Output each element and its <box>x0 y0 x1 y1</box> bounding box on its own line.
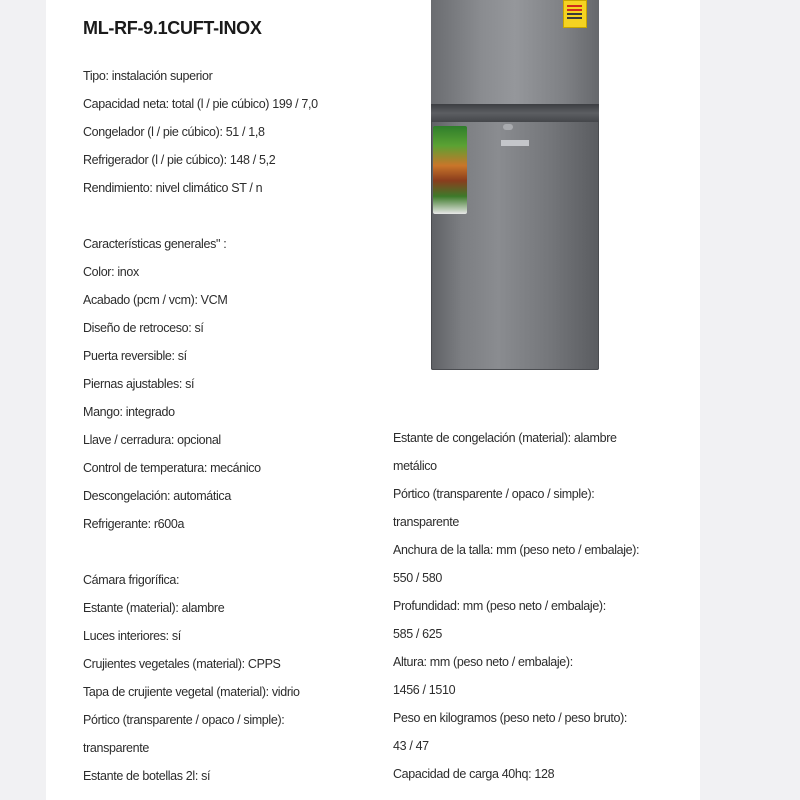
door-gap <box>431 104 599 122</box>
spec-line: Puerta reversible: sí <box>83 349 187 363</box>
spec-line: Diseño de retroceso: sí <box>83 321 204 335</box>
spec-line: Mango: integrado <box>83 405 175 419</box>
promo-sticker-icon <box>433 126 467 214</box>
spec-line: Luces interiores: sí <box>83 629 181 643</box>
spacer <box>83 538 383 566</box>
spec-line: Estante de botellas 2l: sí <box>83 769 211 783</box>
energy-label-icon <box>563 0 587 28</box>
spec-line: Capacidad de carga 40hq: 128 <box>393 767 555 781</box>
spec-line: Profundidad: mm (peso neto / embalaje): <box>393 599 606 613</box>
spec-line: Altura: mm (peso neto / embalaje): <box>393 655 573 669</box>
spec-line: Color: inox <box>83 265 139 279</box>
spec-line: 1456 / 1510 <box>393 683 456 697</box>
spec-line: 585 / 625 <box>393 627 442 641</box>
spec-line: Refrigerante: r600a <box>83 517 185 531</box>
badge-icon <box>501 140 529 146</box>
spec-line: Capacidad neta: total (l / pie cúbico) 199 / 7,0 <box>83 97 318 111</box>
spec-line: Rendimiento: nivel climático ST / n <box>83 181 263 195</box>
spec-line: Estante (material): alambre <box>83 601 225 615</box>
spec-line: Crujientes vegetales (material): CPPS <box>83 657 281 671</box>
specs-right-column <box>393 424 693 788</box>
spec-line: Pórtico (transparente / opaco / simple): <box>393 487 595 501</box>
brand-logo-icon <box>503 124 513 130</box>
product-title: ML-RF-9.1CUFT-INOX <box>83 18 262 38</box>
spec-line: transparente <box>83 741 149 755</box>
spec-line: metálico <box>393 459 437 473</box>
spec-line: Tipo: instalación superior <box>83 69 213 83</box>
spec-line: 43 / 47 <box>393 739 429 753</box>
spec-line: Descongelación: automática <box>83 489 231 503</box>
spec-line: transparente <box>393 515 459 529</box>
spec-line: Piernas ajustables: sí <box>83 377 195 391</box>
section-heading: Cámara frigorífica: <box>83 573 180 587</box>
spec-line: Llave / cerradura: opcional <box>83 433 221 447</box>
spec-line: Refrigerador (l / pie cúbico): 148 / 5,2 <box>83 153 276 167</box>
section-heading: Características generales" : <box>83 237 227 251</box>
spec-line: Control de temperatura: mecánico <box>83 461 261 475</box>
spec-line: 550 / 580 <box>393 571 442 585</box>
spec-line: Congelador (l / pie cúbico): 51 / 1,8 <box>83 125 265 139</box>
refrigerator-image <box>431 0 599 370</box>
spec-line: Tapa de crujiente vegetal (material): vidrio <box>83 685 300 699</box>
specs-left-column <box>83 62 383 790</box>
spacer <box>83 202 383 230</box>
spec-line: Estante de congelación (material): alambre <box>393 431 617 445</box>
spec-line: Anchura de la talla: mm (peso neto / embalaje): <box>393 543 640 557</box>
spec-line: Peso en kilogramos (peso neto / peso bruto): <box>393 711 628 725</box>
spec-line: Acabado (pcm / vcm): VCM <box>83 293 228 307</box>
spec-line: Pórtico (transparente / opaco / simple): <box>83 713 285 727</box>
